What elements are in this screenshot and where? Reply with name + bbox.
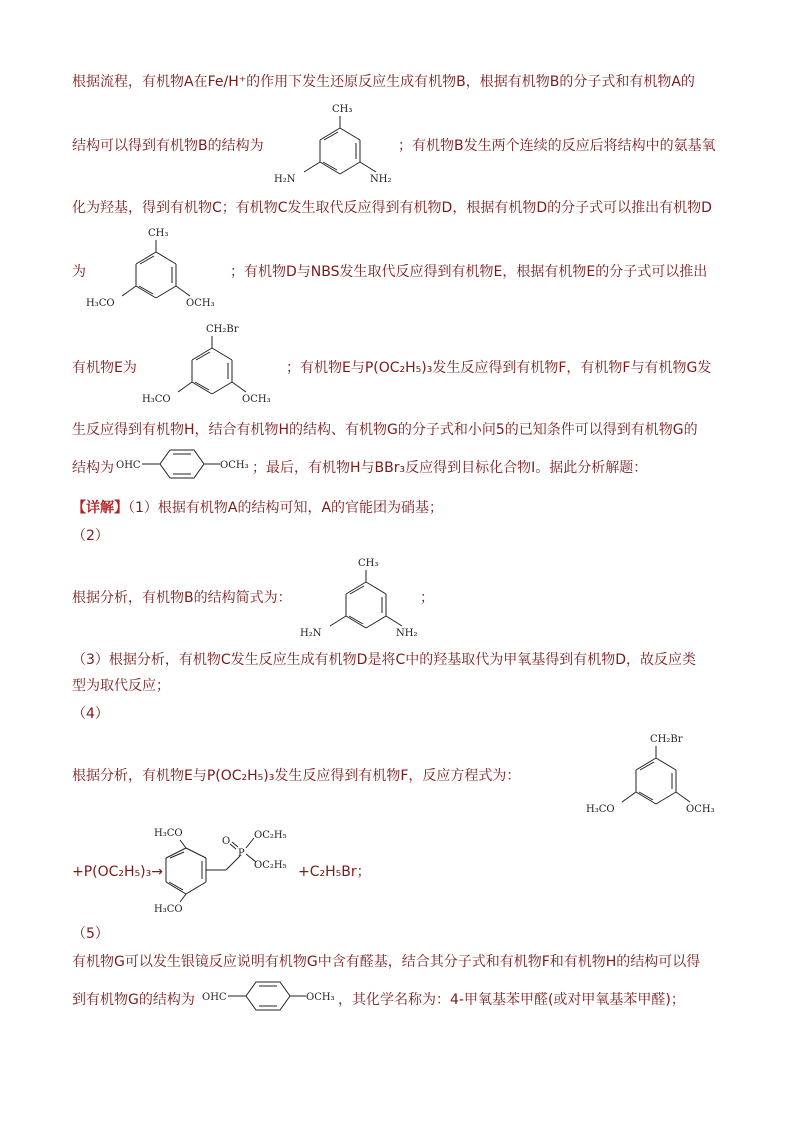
och3-label: OCH₃ (242, 394, 271, 405)
structure-e-2 (586, 730, 726, 820)
ohc-label: OHC (202, 992, 227, 1003)
h3co-label-2: H₃CO (154, 904, 183, 915)
h2n-label: H₂N (300, 628, 322, 639)
q2-text: 根据分析，有机物B的结构简式为： (72, 590, 292, 606)
q4-text: 根据分析，有机物E与P(OC₂H₅)₃发生反应得到有机物F，反应方程式为： (72, 768, 521, 784)
para-line-3: 化为羟基，得到有机物C；有机物C发生取代反应得到有机物D，根据有机物D的分子式可以推出有机物D (72, 200, 712, 216)
structure-b-2 (296, 554, 426, 644)
och3-label: OCH₃ (186, 298, 215, 309)
q4-number: （4） (72, 706, 109, 722)
equation-right: +C₂H₅Br； (298, 864, 371, 880)
para-line-5a: 有机物E为 (72, 360, 137, 376)
para-line-7b: ；最后，有机物H与BBr₃反应得到目标化合物I。据此分析解题： (252, 460, 648, 476)
ch3-label: CH₃ (148, 228, 169, 239)
detail-q1 (72, 498, 443, 518)
h3co-label: H₃CO (154, 828, 183, 839)
h3co-label: H₃CO (586, 804, 615, 815)
ch3-label: CH₃ (332, 104, 353, 115)
structure-g-2 (202, 978, 342, 1014)
ch2br-label: CH₂Br (650, 734, 683, 745)
q3-line-b: 型为取代反应； (72, 678, 170, 694)
h2n-label: H₂N (274, 174, 296, 185)
detail-tag: 【详解】 (72, 500, 128, 516)
nh2-label: NH₂ (370, 174, 392, 185)
o-label: O (222, 836, 231, 847)
para-line-6: 生反应得到有机物H，结合有机物H的结构、有机物G的分子式和小问5的已知条件可以得到有机物G的 (72, 422, 698, 438)
oc2h5-label: OC₂H₅ (254, 830, 287, 841)
structure-e-1 (142, 320, 282, 410)
och3-label: OCH₃ (306, 992, 335, 1003)
h3co-label: H₃CO (86, 298, 115, 309)
structure-d (86, 224, 226, 314)
q2-number: （2） (72, 528, 109, 544)
nh2-label: NH₂ (396, 628, 418, 639)
para-line-5b: ；有机物E与P(OC₂H₅)₃发生反应得到有机物F，有机物F与有机物G发 (286, 360, 712, 376)
q1-text: （1）根据有机物A的结构可知，A的官能团为硝基； (128, 500, 444, 516)
q5-line-b-pre: 到有机物G的结构为 (72, 992, 195, 1008)
structure-b-1 (270, 100, 400, 190)
equation-left: +P(OC₂H₅)₃→ (72, 864, 163, 880)
q5-line-a: 有机物G可以发生银镜反应说明有机物G中含有醛基，结合其分子式和有机物F和有机物H的结构可以得 (72, 954, 701, 970)
q3-line-a: （3）根据分析，有机物C发生反应生成有机物D是将C中的羟基取代为甲氧基得到有机物D，故反应类 (72, 652, 697, 668)
para-line-4a: 为 (72, 264, 86, 280)
para-line-1: 根据流程，有机物A在Fe/H⁺的作用下发生还原反应生成有机物B，根据有机物B的分子式和有机物A的 (72, 74, 695, 90)
para-line-2a: 结构可以得到有机物B的结构为 (72, 138, 264, 154)
ohc-label: OHC (116, 460, 141, 471)
p-label: P (238, 848, 245, 859)
oc2h5-label-2: OC₂H₅ (254, 860, 287, 871)
para-line-2b: ；有机物B发生两个连续的反应后将结构中的氨基氧 (398, 138, 716, 154)
para-line-7a: 结构为 (72, 460, 114, 476)
och3-label: OCH₃ (220, 460, 249, 471)
och3-label: OCH₃ (686, 804, 715, 815)
ch3-label: CH₃ (358, 558, 379, 569)
structure-f (150, 822, 300, 922)
q2-end: ； (420, 590, 434, 606)
q5-line-b-post: ，其化学名称为：4-甲氧基苯甲醛(或对甲氧基苯甲醛)； (338, 992, 685, 1008)
structure-g-1 (116, 446, 256, 482)
ch2br-label: CH₂Br (206, 324, 239, 335)
para-line-4b: ；有机物D与NBS发生取代反应得到有机物E，根据有机物E的分子式可以推出 (230, 264, 708, 280)
q5-number: （5） (72, 926, 109, 942)
h3co-label: H₃CO (142, 394, 171, 405)
